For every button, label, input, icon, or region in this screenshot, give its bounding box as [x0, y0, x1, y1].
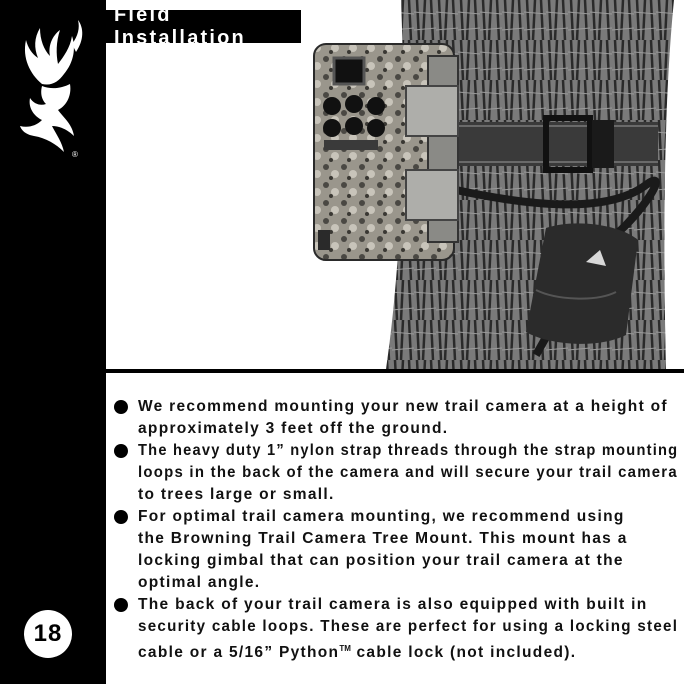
list-item	[112, 506, 678, 594]
text-line: loops in the back of the camera and will secure your trail camera	[138, 464, 678, 481]
text-line: locking gimbal that can position your trail camera at the	[138, 552, 624, 569]
instruction-list	[112, 396, 678, 664]
section-divider	[106, 369, 684, 373]
bullet-icon	[114, 598, 128, 612]
trademark-mark: TM	[339, 644, 351, 653]
trail-camera-on-tree-photo	[106, 0, 684, 369]
text-line-last	[138, 638, 678, 664]
buckmark-logo-icon	[12, 14, 88, 164]
text-line: approximately 3 feet off the ground.	[138, 420, 449, 437]
text-line: the Browning Trail Camera Tree Mount. This mount has a	[138, 530, 628, 547]
text-line: optimal angle.	[138, 574, 261, 591]
text-line: to trees large or small.	[138, 486, 335, 503]
page-title: Field Installation	[106, 10, 301, 43]
text-segment: cable lock (not included).	[350, 644, 577, 662]
page-number-badge: 18	[24, 610, 72, 658]
sidebar	[0, 0, 106, 684]
list-item	[112, 396, 678, 440]
bullet-icon	[114, 444, 128, 458]
text-line: We recommend mounting your new trail camera at a height of	[138, 398, 668, 415]
text-segment: cable or a 5/16” Python	[138, 644, 340, 662]
list-item	[112, 594, 678, 664]
text-line: For optimal trail camera mounting, we recommend using	[138, 508, 625, 525]
list-item	[112, 440, 678, 506]
text-line: The heavy duty 1” nylon strap threads through the strap mounting	[138, 442, 679, 459]
text-line: security cable loops. These are perfect for using a locking steel	[138, 618, 679, 635]
registered-mark: ®	[72, 150, 78, 159]
text-line: The back of your trail camera is also equipped with built in	[138, 596, 648, 613]
bullet-icon	[114, 400, 128, 414]
bullet-icon	[114, 510, 128, 524]
